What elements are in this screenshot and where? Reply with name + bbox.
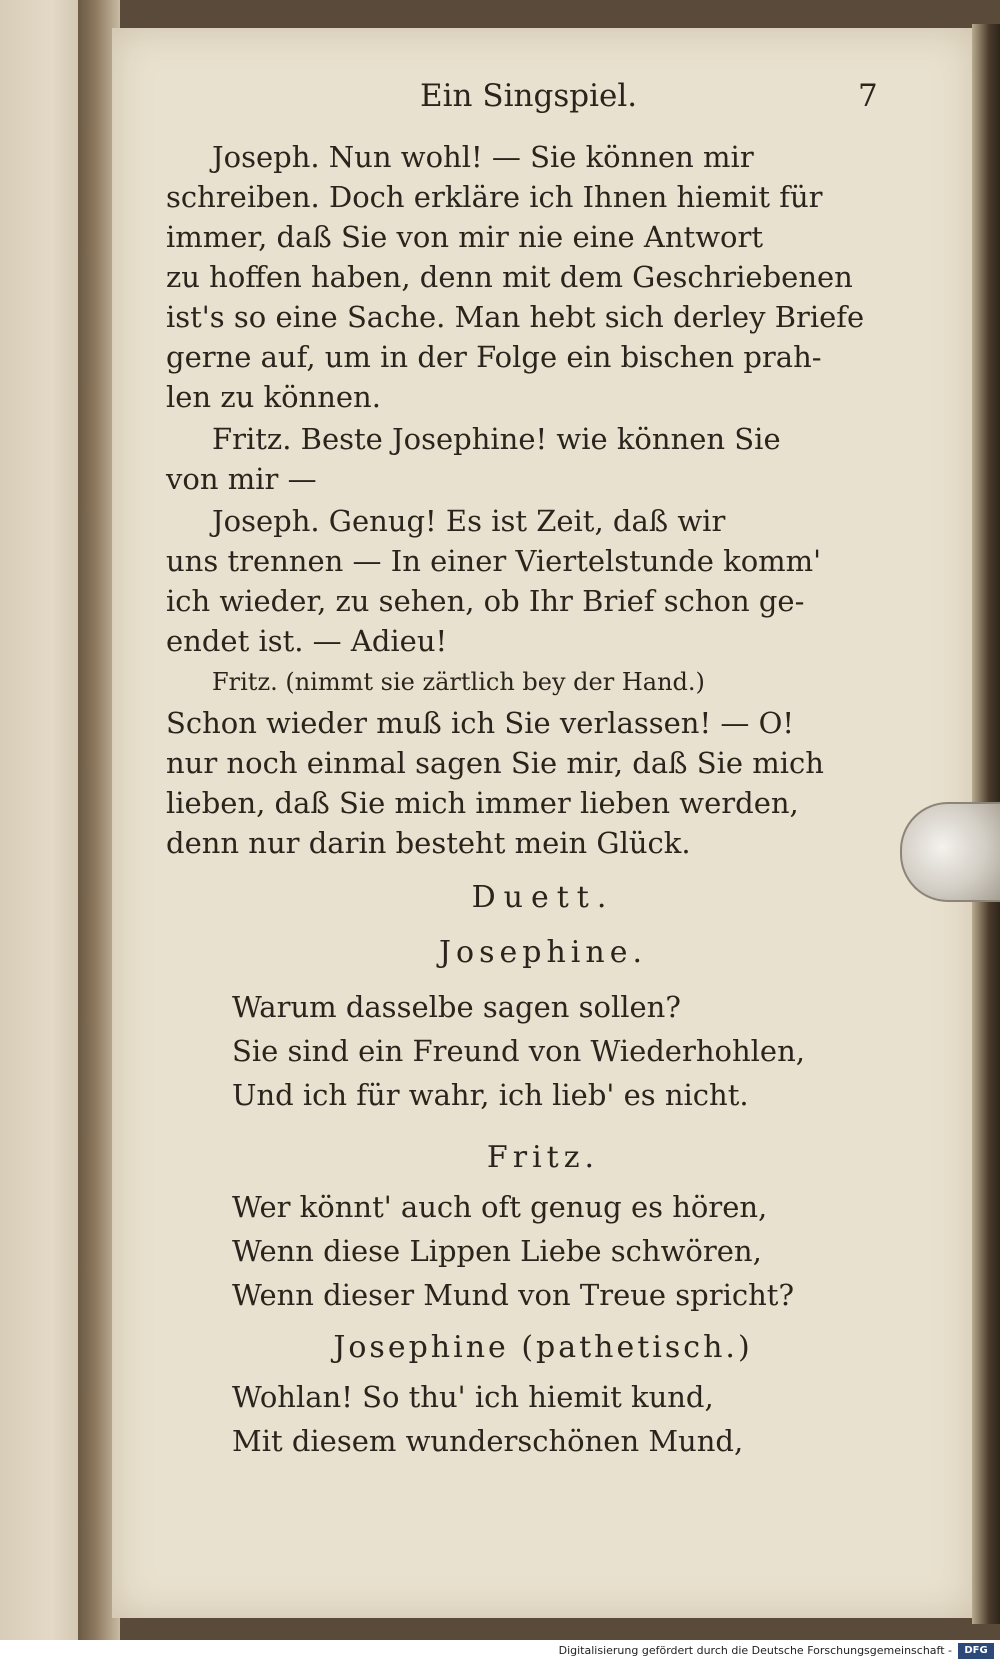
text-line: Joseph. Genug! Es ist Zeit, daß wir [212, 504, 726, 538]
speaker-name: Josephine. [439, 935, 647, 970]
text-line: Schon wieder muß ich Sie verlassen! — O! [166, 706, 795, 740]
text-line: von mir — [166, 462, 317, 496]
verse-line: Mit diesem wunderschönen Mund, [232, 1424, 744, 1458]
text-line: len zu können. [166, 380, 381, 414]
page-number: 7 [858, 78, 878, 114]
funding-credit: Digitalisierung gefördert durch die Deutsche Forschungsgemeinschaft - [558, 1644, 952, 1657]
previous-page-edge [0, 0, 86, 1640]
speaker-name: Fritz. [486, 1140, 600, 1175]
text-line: Fritz. Beste Josephine! wie können Sie [212, 422, 781, 456]
text-line: uns trennen — In einer Viertelstunde komm' [166, 544, 822, 578]
verse-line: Wenn dieser Mund von Treue spricht? [232, 1278, 795, 1312]
verse-line: Wohlan! So thu' ich hiemit kund, [232, 1380, 714, 1414]
duet-heading: Duett. [471, 880, 615, 915]
text-line: lieben, daß Sie mich immer lieben werden, [166, 786, 799, 820]
text-line: immer, daß Sie von mir nie eine Antwort [166, 220, 764, 254]
verse-line: Wer könnt' auch oft genug es hören, [232, 1190, 768, 1224]
verse-line: Sie sind ein Freund von Wiederhohlen, [232, 1034, 805, 1068]
dfg-logo[interactable]: DFG [958, 1643, 994, 1659]
verse-line: Warum dasselbe sagen sollen? [232, 990, 681, 1024]
verse-line: Wenn diese Lippen Liebe schwören, [232, 1234, 762, 1268]
text-line: endet ist. — Adieu! [166, 624, 448, 658]
text-line: Joseph. Nun wohl! — Sie können mir [212, 140, 754, 174]
text-line: zu hoffen haben, denn mit dem Geschriebenen [166, 260, 853, 294]
text-line: Fritz. (nimmt sie zärtlich bey der Hand.) [212, 668, 705, 696]
text-line: gerne auf, um in der Folge ein bischen prah- [166, 340, 822, 374]
speaker-name: Josephine (pathetisch.) [333, 1330, 753, 1365]
verse-line: Und ich für wahr, ich lieb' es nicht. [232, 1078, 749, 1112]
text-line: schreiben. Doch erkläre ich Ihnen hiemit für [166, 180, 823, 214]
text-line: denn nur darin besteht mein Glück. [166, 826, 691, 860]
text-line: nur noch einmal sagen Sie mir, daß Sie mich [166, 746, 824, 780]
text-line: ich wieder, zu sehen, ob Ihr Brief schon ge- [166, 584, 805, 618]
running-title: Ein Singspiel. [420, 78, 638, 114]
text-line: ist's so eine Sache. Man hebt sich derley Briefe [166, 300, 865, 334]
footer-bar [0, 1640, 1000, 1665]
